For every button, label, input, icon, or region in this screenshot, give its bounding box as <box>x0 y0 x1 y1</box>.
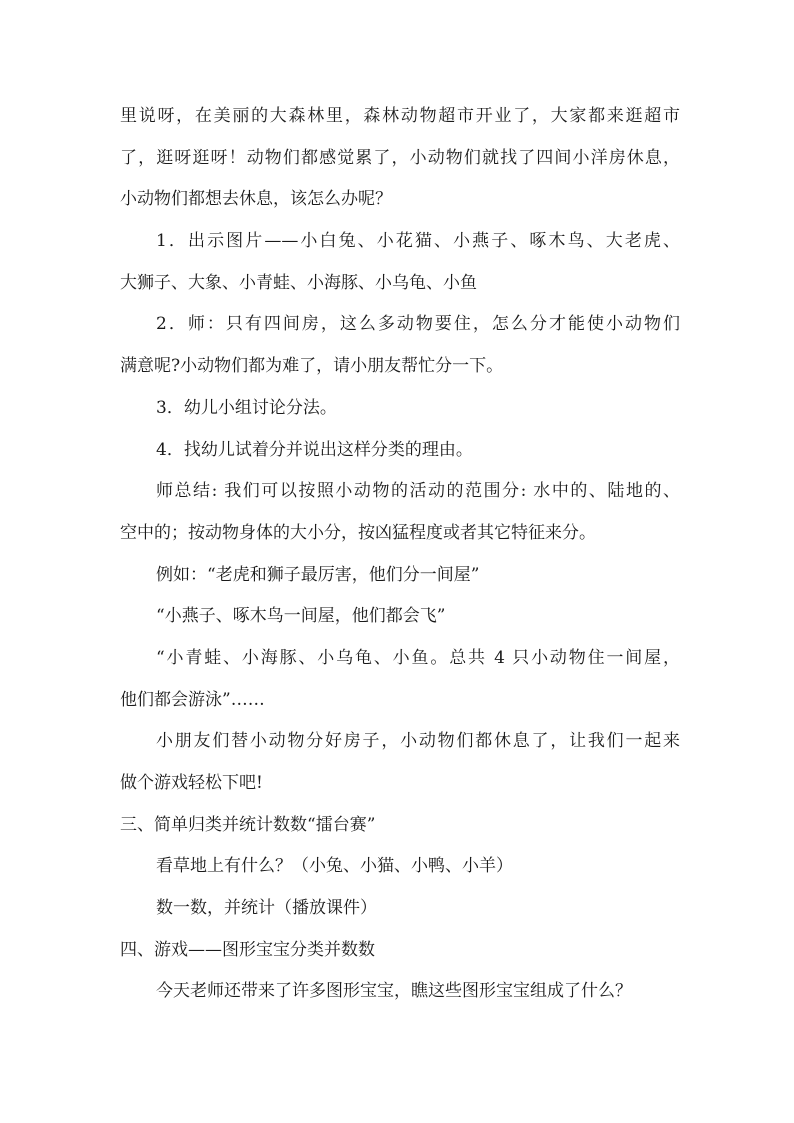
paragraph-line: 做个游戏轻松下吧! <box>120 773 263 793</box>
paragraph-line: 了，逛呀逛呀！动物们都感觉累了，小动物们就找了四间小洋房休息， <box>120 147 680 168</box>
list-item-2-continued: 满意呢?小动物们都为难了，请小朋友帮忙分一下。 <box>120 356 504 377</box>
paragraph-line: 小朋友们替小动物分好房子，小动物们都休息了，让我们一起来 <box>156 731 680 752</box>
list-item-2: 2．师：只有四间房，这么多动物要住，怎么分才能使小动物们 <box>156 314 680 335</box>
list-item-1-continued: 大狮子、大象、小青蛙、小海豚、小乌龟、小鱼 <box>120 272 477 293</box>
section-heading-3: 三、简单归类并统计数数“擂台赛” <box>120 814 376 835</box>
paragraph-line: 小动物们都想去休息，该怎么办呢？ <box>120 189 392 210</box>
teacher-summary-continued: 空中的；按动物身体的大小分，按凶猛程度或者其它特征来分。 <box>120 522 596 543</box>
list-item-3: 3．幼儿小组讨论分法。 <box>156 397 337 418</box>
example-quote-continued: 他们都会游泳”…… <box>120 689 265 710</box>
paragraph-line: 数一数，并统计（播放课件） <box>156 898 377 919</box>
paragraph-line: 今天老师还带来了许多图形宝宝，瞧这些图形宝宝组成了什么？ <box>156 981 632 1002</box>
list-item-4: 4．找幼儿试着分并说出这样分类的理由。 <box>156 439 473 460</box>
section-heading-4: 四、游戏——图形宝宝分类并数数 <box>120 939 375 960</box>
document-body <box>120 96 680 1013</box>
example-quote: “小青蛙、小海豚、小乌龟、小鱼。总共 4 只小动物住一间屋， <box>156 647 680 668</box>
list-item-1: 1．出示图片——小白兔、小花猫、小燕子、啄木鸟、大老虎、 <box>156 231 680 252</box>
paragraph-line: 看草地上有什么？（小兔、小猫、小鸭、小羊） <box>156 856 513 877</box>
paragraph-line: 里说呀，在美丽的大森林里，森林动物超市开业了，大家都来逛超市 <box>120 106 680 126</box>
example-quote: “小燕子、啄木鸟一间屋，他们都会飞” <box>156 606 446 627</box>
teacher-summary: 师总结: 我们可以按照小动物的活动的范围分: 水中的、陆地的、 <box>156 481 680 502</box>
example-line: 例如：“老虎和狮子最厉害，他们分一间屋” <box>156 564 480 585</box>
